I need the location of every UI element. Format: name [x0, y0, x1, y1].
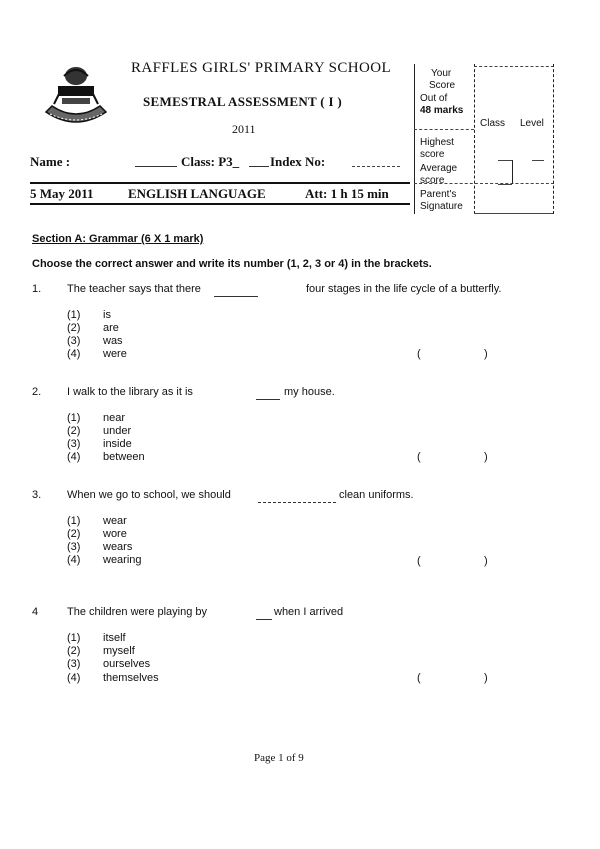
answer-box[interactable]: [424, 449, 482, 465]
answer-bracket-open: (: [417, 555, 421, 567]
question-stem-end: when I arrived: [274, 606, 344, 618]
option-number: (3): [67, 541, 81, 553]
option-number: (4): [67, 348, 81, 360]
score-box-rule-1: [414, 129, 474, 130]
option-text: were: [103, 348, 127, 360]
class-column-label: Class: [480, 118, 506, 129]
assessment-year: 2011: [232, 122, 256, 136]
question-stem-start: The children were playing by: [67, 606, 208, 618]
average-score-label: Average: [420, 163, 458, 174]
question-number: 1.: [32, 283, 42, 295]
option-number: (2): [67, 645, 81, 657]
option-text: wore: [103, 528, 127, 540]
answer-bracket-close: ): [484, 451, 488, 463]
answer-bracket-open: (: [417, 672, 421, 684]
option-text: inside: [103, 438, 132, 450]
question-number: 2.: [32, 386, 42, 398]
option-text: between: [103, 451, 145, 463]
score-box-rule-5: [498, 184, 512, 185]
option-number: (3): [67, 658, 81, 670]
name-label: Name :: [30, 154, 71, 169]
header-rule-bottom: [30, 203, 410, 205]
school-name: RAFFLES GIRLS' PRIMARY SCHOOL: [131, 60, 392, 76]
option-number: (3): [67, 438, 81, 450]
answer-bracket-close: ): [484, 348, 488, 360]
question-stem-start: I walk to the library as it is: [67, 386, 193, 398]
highest-score-label: Highest: [420, 137, 454, 148]
option-text: under: [103, 425, 132, 437]
signature-label: Signature: [420, 201, 463, 212]
question-stem-end: clean uniforms.: [339, 489, 414, 501]
crest-icon: [40, 62, 112, 134]
option-number: (2): [67, 322, 81, 334]
section-instruction: Choose the correct answer and write its number (1, 2, 3 or 4) in the brackets.: [32, 258, 432, 270]
total-marks-label: 48 marks: [420, 105, 464, 116]
score-box-top-rule: [474, 66, 554, 67]
answer-bracket-close: ): [484, 555, 488, 567]
assessment-title: SEMESTRAL ASSESSMENT ( I ): [143, 94, 343, 109]
school-crest: [40, 62, 112, 134]
score-box-rule-6: [532, 160, 544, 161]
option-number: (1): [67, 632, 81, 644]
answer-blank[interactable]: [258, 502, 336, 503]
page-number: Page 1 of 9: [254, 752, 304, 764]
question-number: 3.: [32, 489, 42, 501]
option-number: (1): [67, 412, 81, 424]
option-text: is: [103, 309, 111, 321]
option-text: itself: [103, 632, 126, 644]
option-text: near: [103, 412, 126, 424]
exam-duration: Att: 1 h 15 min: [305, 186, 389, 201]
question-stem-end: four stages in the life cycle of a butterfly.: [306, 283, 502, 295]
answer-bracket-open: (: [417, 451, 421, 463]
option-text: wears: [103, 541, 133, 553]
answer-box[interactable]: [424, 670, 482, 686]
option-number: (4): [67, 451, 81, 463]
class-label: Class: P3_: [181, 154, 240, 169]
answer-box[interactable]: [424, 553, 482, 569]
score-box-rule-4: [498, 160, 512, 161]
index-blank[interactable]: [352, 166, 400, 167]
answer-blank[interactable]: [256, 399, 280, 400]
option-text: ourselves: [103, 658, 151, 670]
question-number: 4: [32, 606, 39, 618]
highest-score-label-2: score: [420, 149, 445, 160]
option-number: (1): [67, 515, 81, 527]
your-score-label: Your: [431, 68, 452, 79]
name-blank[interactable]: [135, 166, 177, 167]
option-number: (2): [67, 528, 81, 540]
option-text: myself: [103, 645, 135, 657]
option-number: (4): [67, 672, 81, 684]
option-text: are: [103, 322, 119, 334]
answer-box[interactable]: [424, 346, 482, 362]
option-number: (2): [67, 425, 81, 437]
exam-date: 5 May 2011: [30, 186, 94, 201]
option-text: was: [103, 335, 123, 347]
option-number: (4): [67, 554, 81, 566]
option-number: (1): [67, 309, 81, 321]
header-rule-top: [30, 182, 410, 184]
answer-blank[interactable]: [214, 296, 258, 297]
class-blank[interactable]: [249, 166, 269, 167]
level-column-label: Level: [520, 118, 544, 129]
your-score-label-2: Score: [429, 80, 456, 91]
subject-title: ENGLISH LANGUAGE: [128, 186, 266, 201]
answer-bracket-open: (: [417, 348, 421, 360]
option-text: wearing: [103, 554, 142, 566]
parents-label: Parent's: [420, 189, 457, 200]
answer-bracket-close: ): [484, 672, 488, 684]
out-of-label: Out of: [420, 93, 448, 104]
score-box-rule-3: [474, 213, 554, 214]
question-stem-start: When we go to school, we should: [67, 489, 231, 501]
section-title: Section A: Grammar (6 X 1 mark): [32, 233, 204, 245]
question-stem-start: The teacher says that there: [67, 283, 201, 295]
option-text: wear: [103, 515, 127, 527]
option-text: themselves: [103, 672, 159, 684]
question-stem-end: my house.: [284, 386, 335, 398]
answer-blank[interactable]: [256, 619, 272, 620]
average-score-label-2: score: [420, 175, 445, 186]
option-number: (3): [67, 335, 81, 347]
index-label: Index No:: [270, 154, 326, 169]
